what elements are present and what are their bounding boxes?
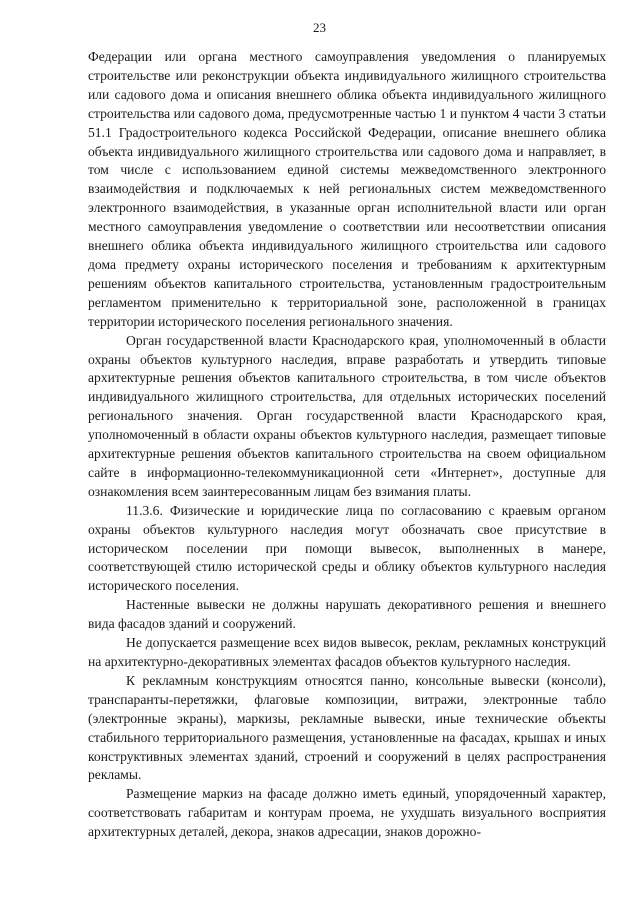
paragraph-3: 11.3.6. Физические и юридические лица по согласованию с краевым органом охраны объектов культурного наследия могут обозначать свое присутствие в историческом поселении при помощи вывесок, выполненных в манере, соответствующей стилю исторической среды и облику объектов культурного наследия исторического поселения.: [88, 502, 606, 594]
page-number: 23: [313, 20, 326, 35]
paragraph-5: Не допускается размещение всех видов вывесок, реклам, рекламных конструкций на архитектурно-декоративных элементах фасадов объектов культурного наследия.: [88, 635, 606, 669]
paragraph-2: Орган государственной власти Краснодарского края, уполномоченный в области охраны объектов культурного наследия, вправе разработать и утвердить типовые архитектурные решения объектов капитального строительства, в том числе объектов индивидуального жилищного строительства, для отдельных исторических поселений регионального значения. Орган государственной власти Краснодарского края, уполномоченный в области охраны объектов культурного наследия, размещает типовые архитектурные решения объектов капитального строительства на своем официальном сайте в информационно-телекоммуникационной сети «Интернет», доступные для ознакомления всем заинтересованным лицам без взимания платы.: [88, 332, 606, 499]
paragraph-7: Размещение маркиз на фасаде должно иметь единый, упорядоченный характер, соответствовать габаритам и контурам проема, не ухудшать визуального восприятия архитектурных деталей, декора, знаков адресации, знаков дорожно-: [88, 786, 606, 840]
document-body: [88, 48, 606, 842]
paragraph-4: Настенные вывески не должны нарушать декоративного решения и внешнего вида фасадов зданий и сооружений.: [88, 597, 606, 632]
paragraph-6: К рекламным конструкциям относятся панно, консольные вывески (консоли), транспаранты-перетяжки, флаговые композиции, витражи, электронные табло (электронные экраны), маркизы, рекламные вывески, иные технические объекты стабильного территориального размещения, установленные на фасадах, крышах и иных конструктивных элементах зданий, строений и сооружений в целях распространения рекламы.: [88, 672, 606, 783]
paragraph-1: Федерации или органа местного самоуправления уведомления о планируемых строительстве или реконструкции объекта индивидуального жилищного строительства или садового дома и описания внешнего облика объекта индивидуального жилищного строительства или садового дома, предусмотренные частью 1 и пунктом 4 части 3 статьи 51.1 Градостроительного кодекса Российской Федерации, описание внешнего облика объекта индивидуального жилищного строительства или садового дома и направляет, в том числе с использованием единой системы межведомственного электронного взаимодействия и подключаемых к ней региональных систем межведомственного электронного взаимодействия, в указанные орган исполнительной власти или орган местного самоуправления уведомление о соответствии или несоответствии описания внешнего облика объекта индивидуального жилищного строительства или садового дома предмету охраны исторического поселения и требованиям к архитектурным решениям объектов капитального строительства, установленным градостроительным регламентом применительно к территориальной зоне, расположенной в границах территории исторического поселения регионального значения.: [88, 49, 606, 329]
